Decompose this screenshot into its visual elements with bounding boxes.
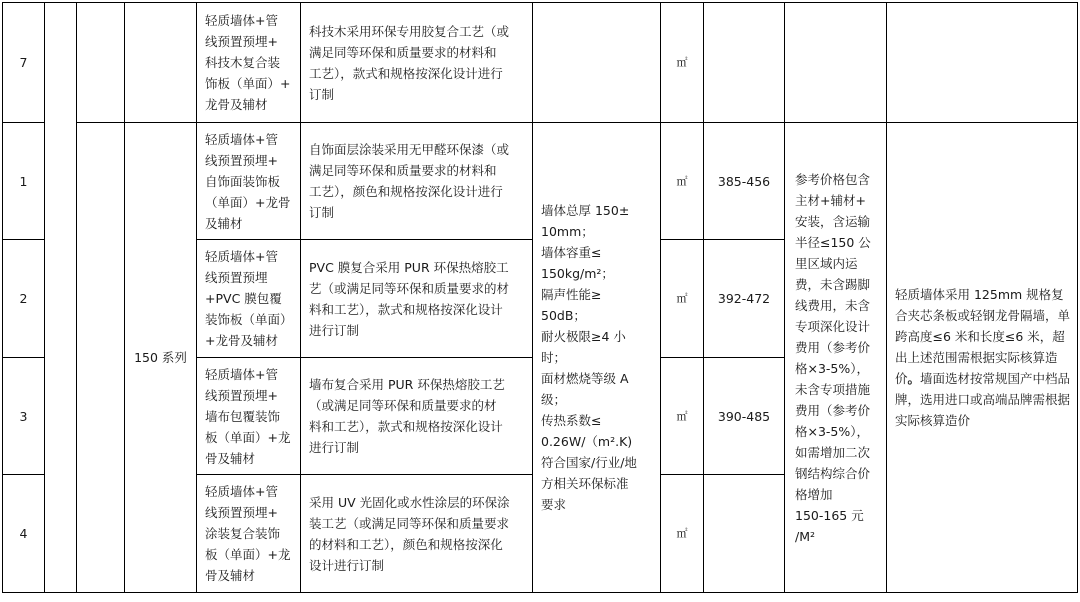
row-number: 1 (3, 123, 45, 240)
item-name: 轻质墙体+管 线预置预埋+ 涂装复合装饰 板（单面）+龙 骨及辅材 (197, 475, 301, 593)
unit-cell: ㎡ (661, 123, 704, 240)
table-row (3, 3, 1078, 123)
unit-cell: ㎡ (661, 475, 704, 593)
table-row (3, 123, 1078, 240)
series-label: 150 系列 (125, 123, 197, 593)
spec-cell (533, 3, 661, 123)
item-description: 采用 UV 光固化或水性涂层的环保涂 装工艺（或满足同等环保和质量要求 的材料和工艺），颜色和规格按深化 设计进行订制 (301, 475, 533, 593)
unit-cell: ㎡ (661, 358, 704, 475)
price-cell (704, 475, 785, 593)
row-number: 7 (3, 3, 45, 123)
spec-cell: 墙体总厚 150± 10mm； 墙体容重≤ 150kg/m²； 隔声性能≥ 50dB； 耐火极限≥4 小 时； 面材燃烧等级 A 级； 传热系数≤ 0.26W/（m².K) 符合国家/行业/地 方相关环保标准 要求 (533, 123, 661, 593)
blank-cell (77, 3, 125, 123)
remark-cell (887, 3, 1078, 123)
unit-cell: ㎡ (661, 240, 704, 358)
item-name: 轻质墙体+管 线预置预埋+ 科技木复合装 饰板（单面）+ 龙骨及辅材 (197, 3, 301, 123)
price-cell: 392-472 (704, 240, 785, 358)
row-number: 2 (3, 240, 45, 358)
item-description: 科技木采用环保专用胶复合工艺（或 满足同等环保和质量要求的材料和 工艺），款式和规格按深化设计进行 订制 (301, 3, 533, 123)
row-number: 3 (3, 358, 45, 475)
blank-cell (77, 123, 125, 593)
item-name: 轻质墙体+管 线预置预埋+ 墙布包覆装饰 板（单面）+龙 骨及辅材 (197, 358, 301, 475)
price-note-cell: 参考价格包含 主材+辅材+ 安装，含运输 半径≤150 公 里区域内运 费，未含踢脚 线费用，未含 专项深化设计 费用（参考价 格×3-5%）， 未含专项措施 费用（参考价 格×3-5%）， 如需增加二次 钢结构综合价 格增加 150-165 元 /M² (785, 123, 887, 593)
price-cell: 390-485 (704, 358, 785, 475)
price-table (2, 2, 1078, 593)
price-cell: 385-456 (704, 123, 785, 240)
item-description: PVC 膜复合采用 PUR 环保热熔胶工 艺（或满足同等环保和质量要求的材 料和工艺），款式和规格按深化设计 进行订制 (301, 240, 533, 358)
blank-cell (45, 3, 77, 593)
price-note-cell (785, 3, 887, 123)
unit-cell: ㎡ (661, 3, 704, 123)
item-name: 轻质墙体+管 线预置预埋 +PVC 膜包覆 装饰板（单面） +龙骨及辅材 (197, 240, 301, 358)
item-description: 自饰面层涂装采用无甲醛环保漆（或 满足同等环保和质量要求的材料和 工艺），颜色和规格按深化设计进行 订制 (301, 123, 533, 240)
price-cell (704, 3, 785, 123)
item-description: 墙布复合采用 PUR 环保热熔胶工艺 （或满足同等环保和质量要求的材 料和工艺），款式和规格按深化设计 进行订制 (301, 358, 533, 475)
item-name: 轻质墙体+管 线预置预埋+ 自饰面装饰板 （单面）+龙骨 及辅材 (197, 123, 301, 240)
blank-cell (125, 3, 197, 123)
row-number: 4 (3, 475, 45, 593)
remark-cell: 轻质墙体采用 125mm 规格复合夹芯条板或轻钢龙骨隔墙，单跨高度≤6 米和长度≤6 米，超出上述范围需根据实际核算造价。墙面选材按常规国产中档品牌，选用进口或高端品牌需根据实际核算造价 (887, 123, 1078, 593)
